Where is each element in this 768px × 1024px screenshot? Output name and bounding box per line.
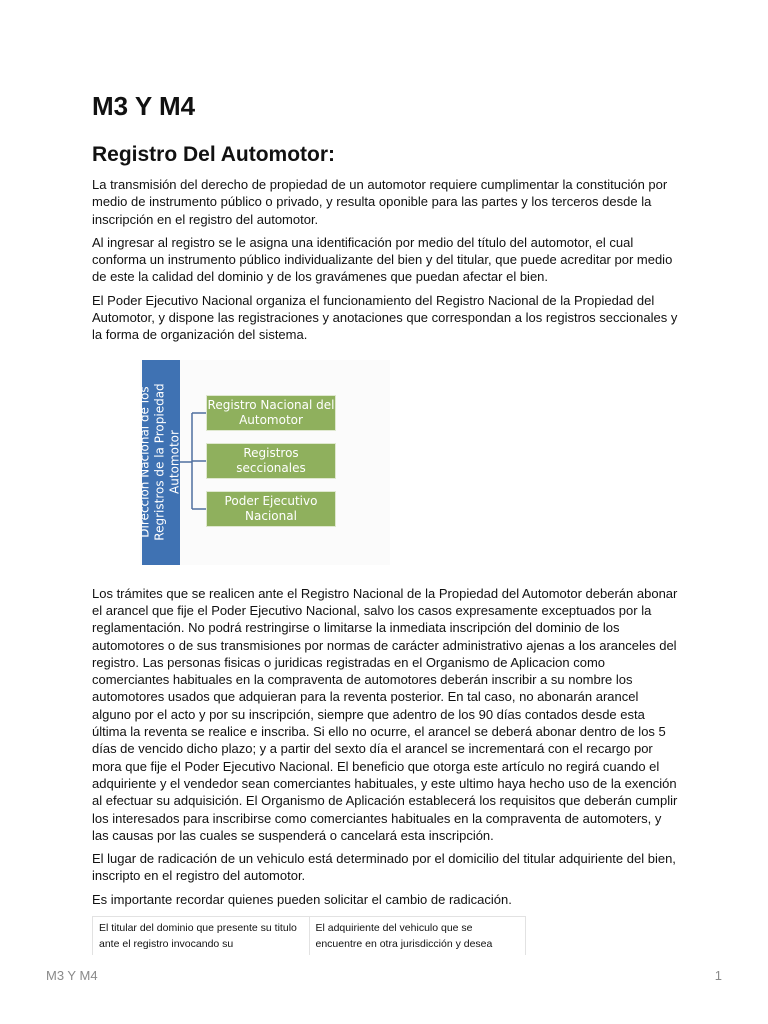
paragraph-1: La transmisión del derecho de propiedad de un automotor requiere cumplimentar la constitución por medio de instrumento público o privado, y resulta oponible para las partes y los terceros desde la inscripción en el registro del automotor. [92, 177, 668, 227]
document-page [92, 88, 680, 955]
radicacion-table [92, 916, 526, 955]
page-number: 1 [714, 968, 722, 983]
registry-org-diagram [137, 360, 390, 565]
diagram-node-registros-seccionales: Registros seccionales [206, 443, 336, 479]
paragraph-3: El Poder Ejecutivo Nacional organiza el funcionamiento del Registro Nacional de la Propiedad del Automotor, y dispone las registraciones y anotaciones que correspondan a los registros seccionales y la forma de organización del sistema. [92, 292, 678, 343]
document-title: M3 Y M4 [92, 91, 196, 121]
paragraph-5: El lugar de radicación de un vehiculo está determinado por el domicilio del titular adquiriente del bien, inscripto en el registro del automotor. [92, 851, 676, 884]
table-row [93, 917, 526, 956]
paragraph-6: Es importante recordar quienes pueden solicitar el cambio de radicación. [92, 891, 512, 907]
paragraph-2: Al ingresar al registro se le asigna una identificación por medio del título del automotor, el cual conforma un instrumento público individualizante del bien y del titular, que puede acreditar por medio de este la calidad del dominio y de los gravámenes que puedan afectar el bien. [92, 234, 673, 285]
diagram-root-label: Dirección Nacional de los Regristros de la Propiedad Automotor [137, 382, 182, 541]
section-heading: Registro Del Automotor: [92, 143, 336, 166]
table-cell: El titular del dominio que presente su titulo ante el registro invocando su [93, 917, 310, 956]
footer-title: M3 Y M4 [46, 968, 98, 983]
diagram-node-poder-ejecutivo: Poder Ejecutivo Nacional [206, 491, 336, 527]
table-cell: El adquiriente del vehiculo que se encuentre en otra jurisdicción y desea [309, 917, 526, 956]
paragraph-4: Los trámites que se realicen ante el Registro Nacional de la Propiedad del Automotor deberán abonar el arancel que fije el Poder Ejecutivo Nacional, salvo los casos expresamente exceptuados por la reglamentación. No podrá restringirse o limitarse la inmediata inscripción del dominio de los automotores o de sus transmisiones por normas de carácter administrativo ajenas a los aranceles del registro. Las personas fisicas o juridicas registradas en el Organismo de Aplicacion como comerciantes habituales en la compraventa de automotores deberán inscribir a su nombre los automotores usados que adquieran para la reventa posterior. En tal caso, no abonarán arancel alguno por el acto y por su inscripción, siempre que adentro de los 90 días contados desde esta última la reventa se realice e inscriba. Si ello no ocurre, el arancel se deberá abonar dentro de los 5 días de vencido dicho plazo; y a partir del sexto día el arancel se incrementará con el recargo por mora que fije el Poder Ejecutivo Nacional. El beneficio que otorga este artículo no regirá cuando el adquiriente y el vendedor sean comerciantes habituales, y este ultimo haya hecho uso de la exención al efectuar su adquisición. El Organismo de Aplicación establecerá los requisitos que deberán cumplir los interesados para inscribirse como comerciantes habituales en la compraventa de automoters, y las causas por las cuales se suspenderá o cancelará esta inscripción. [92, 585, 678, 843]
diagram-node-registro-nacional: Registro Nacional del Automotor [206, 395, 336, 431]
